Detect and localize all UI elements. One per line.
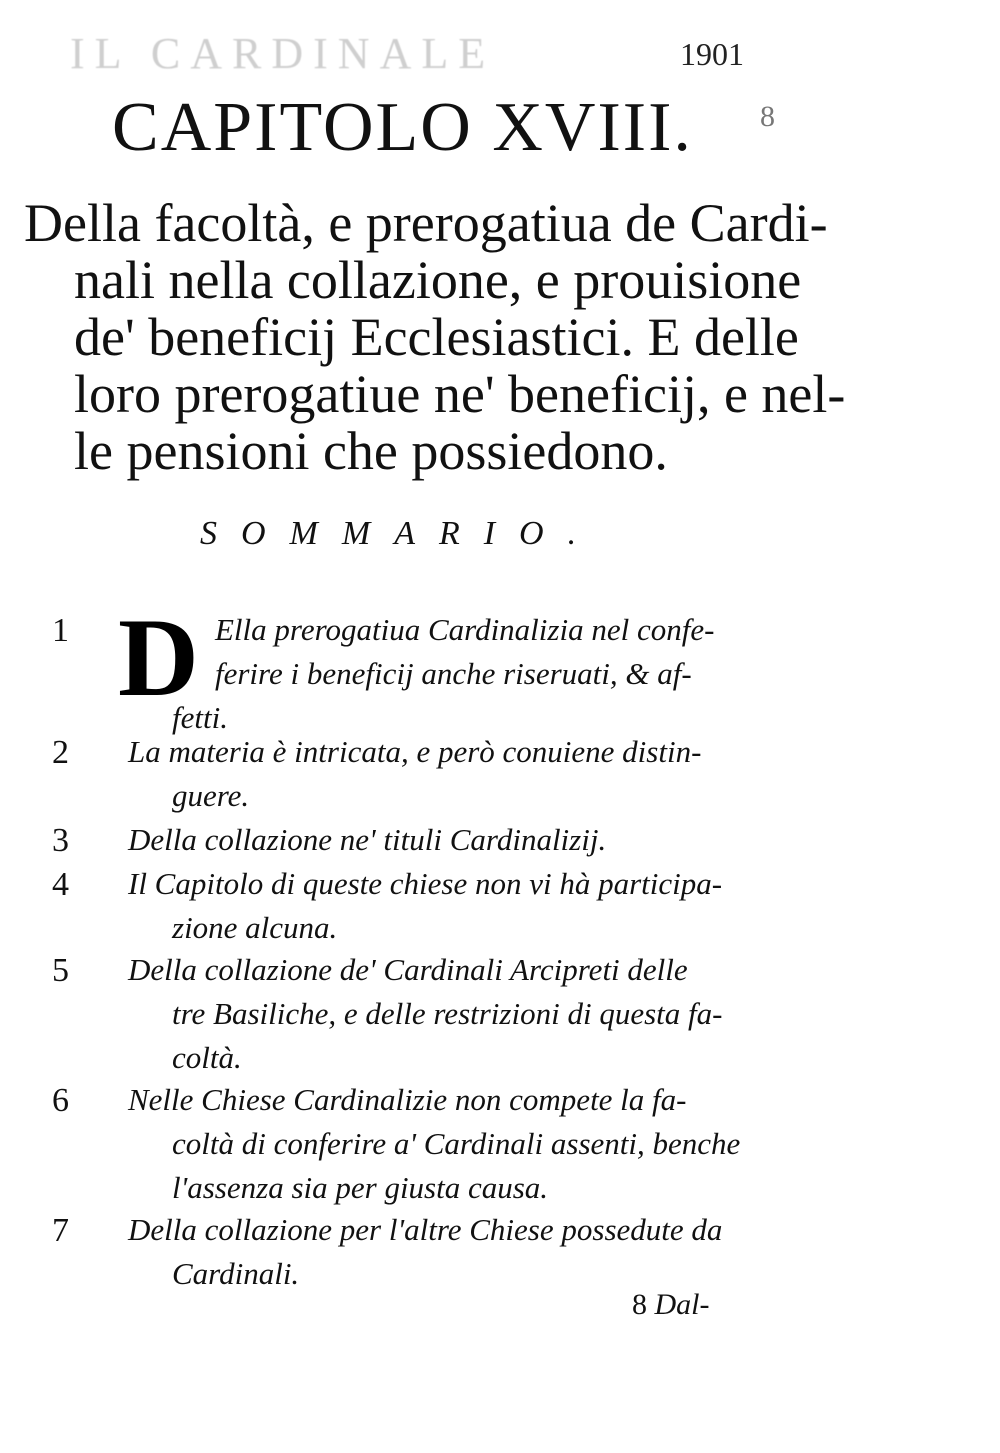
entry-line: Cardinali. [172,1256,300,1291]
entry-line: zione alcuna. [172,910,338,945]
entry-number: 4 [52,866,69,903]
entry-line: Della collazione per l'altre Chiese possedute da [128,1212,723,1247]
title-line: nali nella collazione, e prouisione [74,250,802,310]
drop-cap: D [118,596,199,720]
catchword [632,1288,710,1322]
entry-line: l'assenza sia per giusta causa. [172,1170,549,1205]
entry-text [128,1078,740,1210]
entry-line: fetti. [172,700,228,735]
entry-line: Ella prerogatiua Cardinalizia nel confe- [215,612,715,647]
entry-number: 5 [52,952,69,989]
entry-line: tre Basiliche, e delle restrizioni di questa fa- [172,996,723,1031]
title-line: Della facoltà, e prerogatiua de Cardi- [24,193,828,253]
catchword-number: 8 [632,1288,647,1321]
entry-line: guere. [172,778,250,813]
entry-number: 6 [52,1082,69,1119]
entry-number: 3 [52,822,69,859]
entry-number: 2 [52,734,69,771]
bleed-mark: 8 [760,100,775,133]
running-head-bleedthrough: IL CARDINALE [70,29,496,78]
title-line: loro prerogatiue ne' beneficij, e nel- [74,364,846,424]
entry-line: coltà. [172,1040,242,1075]
entry-text [128,730,701,818]
chapter-heading: CAPITOLO XVIII. [112,89,693,166]
sommario-heading: SOMMARIO. [200,515,601,552]
entry-text [128,1208,722,1296]
title-line: le pensioni che possiedono. [74,421,668,481]
entry-text [128,818,606,862]
entry-line: Della collazione ne' tituli Cardinalizij. [128,822,607,857]
entry-line: Nelle Chiese Cardinalizie non compete la fa- [128,1082,687,1117]
title-line: de' beneficij Ecclesiastici. E delle [74,307,799,367]
page-number: 1901 [680,36,744,72]
entry-number: 7 [52,1212,69,1249]
entry-line: ferire i beneficij anche riseruati, & af- [215,656,692,691]
entry-text [128,862,722,950]
entry-number: 1 [52,612,69,649]
entry-line: Il Capitolo di queste chiese non vi hà participa- [128,866,723,901]
entry-text [215,608,714,696]
entry-line: Della collazione de' Cardinali Arcipreti delle [128,952,688,987]
catchword-text: Dal- [654,1288,710,1321]
chapter-title [24,193,846,481]
entry-line: La materia è intricata, e però conuiene distin- [128,734,702,769]
entry-line: coltà di conferire a' Cardinali assenti, benche [172,1126,741,1161]
entry-text [128,948,722,1080]
